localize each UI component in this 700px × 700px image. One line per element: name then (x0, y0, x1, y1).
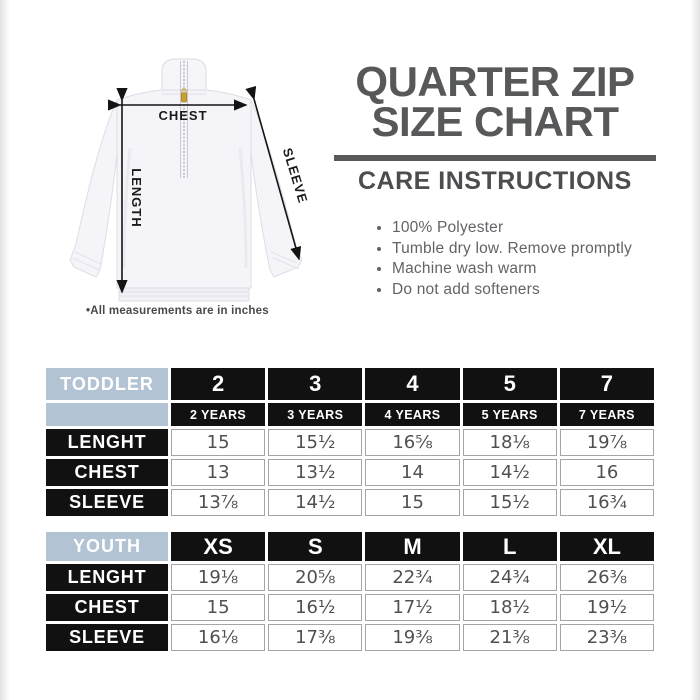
table-cell: 24¾ (463, 564, 557, 591)
table-cell: 15½ (268, 429, 362, 456)
table-cell: 22¾ (365, 564, 459, 591)
size-header: 5 (463, 368, 557, 400)
table-cell: 18½ (463, 594, 557, 621)
table-cell: 18⅛ (463, 429, 557, 456)
measurement-note: •All measurements are in inches (86, 305, 269, 317)
row-label: SLEEVE (46, 489, 168, 516)
youth-group-header: YOUTH (46, 532, 168, 561)
care-item: • Machine wash warm (392, 259, 632, 279)
table-cell: 15 (171, 429, 265, 456)
right-edge-shadow (690, 0, 700, 700)
size-header: S (268, 532, 362, 561)
size-header: XL (560, 532, 654, 561)
table-cell: 13⅞ (171, 489, 265, 516)
care-item: • Do not add softeners (392, 280, 632, 300)
row-label: LENGHT (46, 429, 168, 456)
row-label: LENGHT (46, 564, 168, 591)
table-cell: 15½ (463, 489, 557, 516)
table-cell: 14 (365, 459, 459, 486)
youth-size-table (46, 532, 654, 651)
care-item: • Tumble dry low. Remove promptly (392, 239, 632, 259)
table-cell: 16¾ (560, 489, 654, 516)
size-header: L (463, 532, 557, 561)
age-subheader: 4 YEARS (365, 403, 459, 426)
care-instructions-list (378, 218, 632, 300)
table-cell: 19½ (560, 594, 654, 621)
table-cell: 19⅛ (171, 564, 265, 591)
table-cell: 17½ (365, 594, 459, 621)
size-header: 2 (171, 368, 265, 400)
table-cell: 19⅜ (365, 624, 459, 651)
care-instructions-heading: CARE INSTRUCTIONS (358, 167, 632, 195)
age-subheader: 2 YEARS (171, 403, 265, 426)
size-header: XS (171, 532, 265, 561)
age-subheader: 7 YEARS (560, 403, 654, 426)
toddler-group-header: TODDLER (46, 368, 168, 400)
toddler-group-spacer (46, 403, 168, 426)
table-cell: 21⅜ (463, 624, 557, 651)
age-subheader: 5 YEARS (463, 403, 557, 426)
table-cell: 19⅞ (560, 429, 654, 456)
page-title (334, 58, 656, 145)
table-cell: 16 (560, 459, 654, 486)
size-header: 3 (268, 368, 362, 400)
page-title-line1: QUARTER ZIP (355, 58, 635, 105)
sleeve-arrow-label: SLEEVE (279, 146, 311, 206)
hem-band (119, 288, 249, 301)
row-label: CHEST (46, 459, 168, 486)
table-cell: 13½ (268, 459, 362, 486)
table-cell: 26⅜ (560, 564, 654, 591)
table-cell: 15 (171, 594, 265, 621)
table-cell: 14½ (463, 459, 557, 486)
table-cell: 13 (171, 459, 265, 486)
table-cell: 16½ (268, 594, 362, 621)
size-header: 4 (365, 368, 459, 400)
age-subheader: 3 YEARS (268, 403, 362, 426)
table-cell: 14½ (268, 489, 362, 516)
size-header: 7 (560, 368, 654, 400)
table-cell: 16⅝ (365, 429, 459, 456)
table-cell: 20⅝ (268, 564, 362, 591)
table-cell: 15 (365, 489, 459, 516)
length-arrow-label: LENGTH (129, 168, 144, 228)
quarter-zip-illustration (20, 48, 340, 328)
toddler-size-table (46, 368, 654, 516)
care-item: • 100% Polyester (392, 218, 632, 238)
table-cell: 16⅛ (171, 624, 265, 651)
table-cell: 23⅜ (560, 624, 654, 651)
chest-arrow-label: CHEST (158, 108, 208, 123)
row-label: CHEST (46, 594, 168, 621)
title-divider (334, 155, 656, 161)
page-title-line2: SIZE CHART (371, 98, 619, 145)
left-edge-shadow (0, 0, 10, 700)
row-label: SLEEVE (46, 624, 168, 651)
left-sleeve (70, 100, 119, 277)
size-header: M (365, 532, 459, 561)
table-cell: 17⅜ (268, 624, 362, 651)
